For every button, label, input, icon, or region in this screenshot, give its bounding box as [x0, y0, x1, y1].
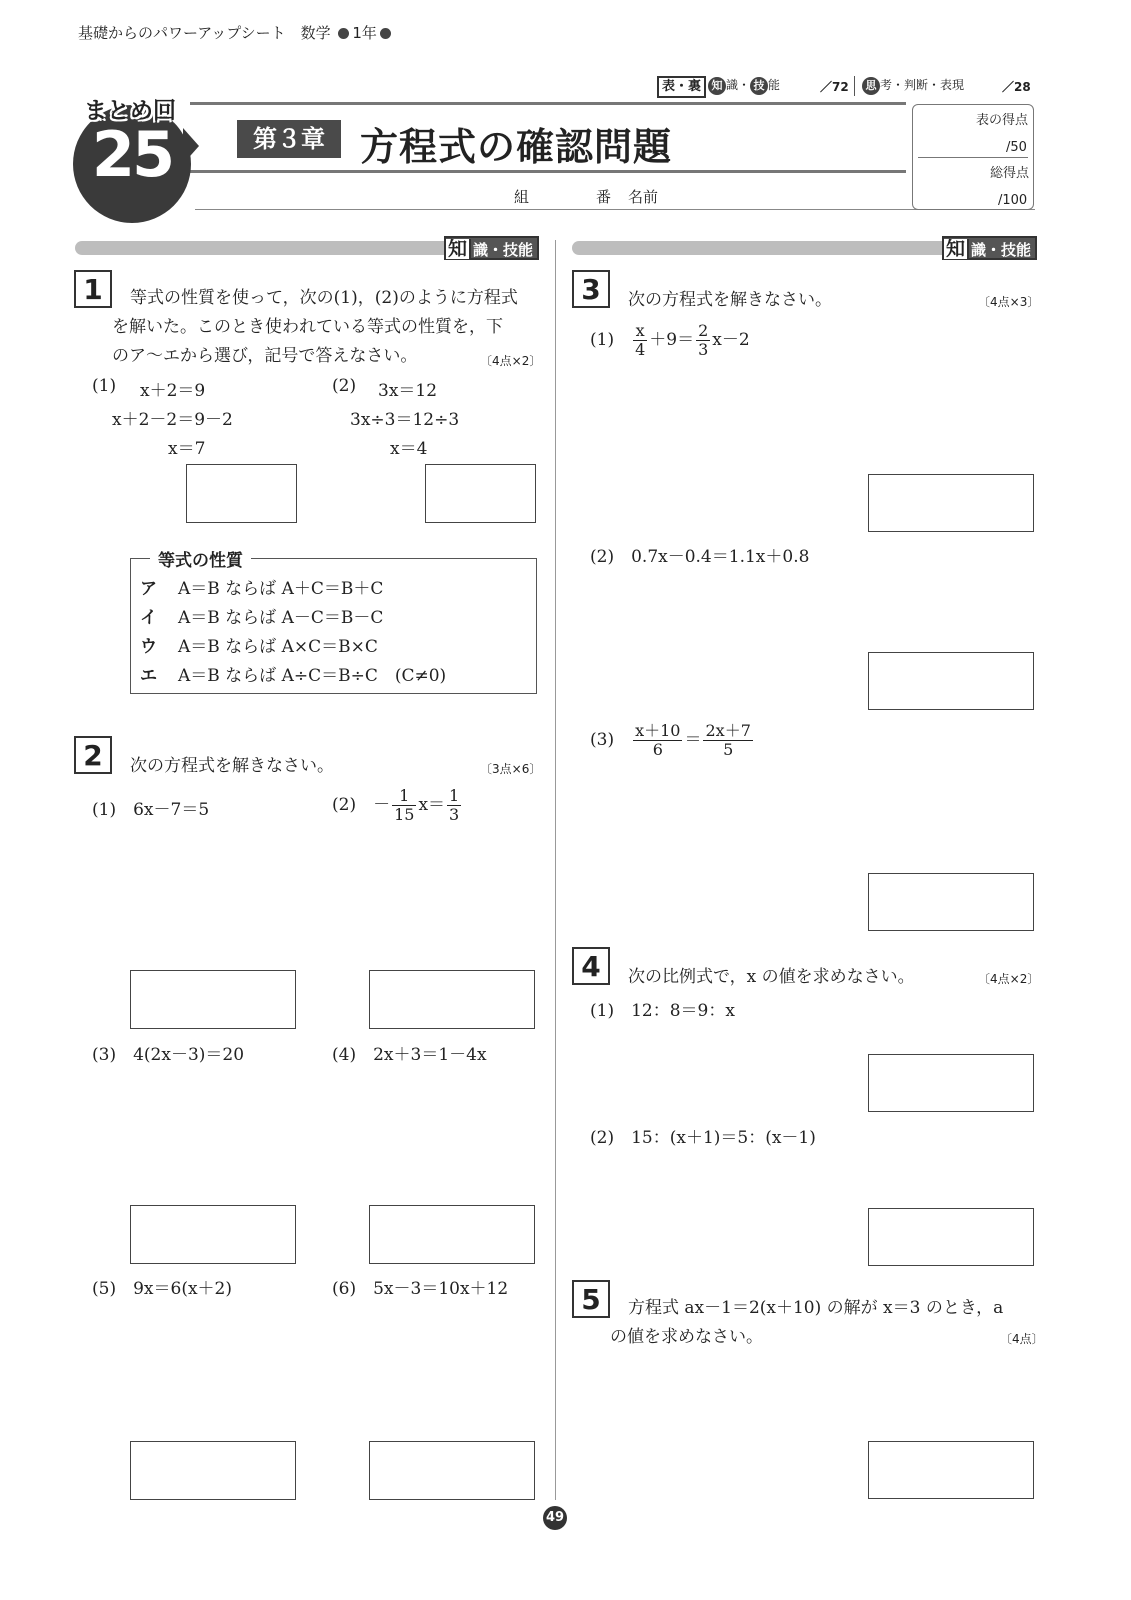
property-row: ウ A＝B ならば A×C＝B×C: [140, 637, 378, 657]
q2-item4: (4) 2x＋3＝1－4x: [332, 1045, 487, 1065]
knowledge-icon: 知: [708, 77, 726, 95]
q2-item1: (1) 6x－7＝5: [92, 800, 210, 820]
section-tag-right: 知 識・技能: [942, 236, 1037, 260]
section-bar-right: [572, 241, 972, 255]
fraction: $\frac{x+10}{6}$: [635, 721, 681, 759]
section-bar-left: [75, 241, 475, 255]
answer-box-q3-1[interactable]: [868, 474, 1034, 532]
q2-points: 〔3点×6〕: [480, 762, 542, 776]
q1-text-line1: 等式の性質を使って，次の(1)，(2)のように方程式: [130, 288, 518, 308]
fraction: $\frac{2}{3}$: [698, 321, 709, 359]
q3-item1: (1) $\frac{x}{4}$ ＋9＝ $\frac{2}{3}$ x－2: [590, 321, 750, 359]
property-row: イ A＝B ならば A－C＝B－C: [140, 608, 384, 628]
fraction: $\frac{1}{3}$: [449, 786, 460, 824]
question-number-4: 4: [572, 947, 610, 985]
answer-box-q1-2[interactable]: [425, 464, 536, 523]
q4-item1: (1) 12：8＝9：x: [590, 1001, 735, 1021]
answer-box-q1-1[interactable]: [186, 464, 297, 523]
fraction: $\frac{1}{15}$: [394, 786, 415, 824]
q5-text-line2: の値を求めなさい。: [610, 1327, 763, 1347]
q2-item5: (5) 9x＝6(x＋2): [92, 1279, 232, 1299]
property-box-title: 等式の性質: [150, 546, 251, 571]
question-number-3: 3: [572, 270, 610, 308]
q4-text: 次の比例式で，x の値を求めなさい。: [628, 967, 915, 987]
answer-box-q2-3[interactable]: [130, 1205, 296, 1264]
q1-item1-label: (1): [92, 376, 117, 396]
section-tag-left: 知 識・技能: [444, 236, 539, 260]
q1-item1-line2: x＋2－2＝9－2: [112, 410, 233, 430]
question-number-1: 1: [74, 270, 112, 308]
class-label: 組: [514, 188, 530, 206]
q1-item2-line1: 3x＝12: [378, 381, 438, 401]
q4-points: 〔4点×2〕: [978, 972, 1040, 986]
bullet-icon: [380, 28, 391, 39]
series-name: 基礎からのパワーアップシート 数学: [78, 24, 331, 42]
thinking-score: ／28: [1002, 80, 1031, 94]
answer-box-q4-2[interactable]: [868, 1208, 1034, 1266]
lesson-number: 25: [91, 118, 173, 191]
front-score-max: /50: [1006, 140, 1027, 155]
divider: [854, 76, 855, 96]
header-rule-top: [190, 102, 906, 105]
q2-item2: (2) － $\frac{1}{15}$ x＝ $\frac{1}{3}$: [332, 786, 460, 824]
q1-item2-label: (2): [332, 376, 357, 396]
answer-box-q2-4[interactable]: [369, 1205, 535, 1264]
category-thinking: 思 考・判断・表現: [862, 76, 964, 95]
grade-label: 1年: [352, 24, 377, 42]
q1-item1-line3: x＝7: [168, 439, 206, 459]
page-title: 方程式の確認問題: [360, 125, 673, 169]
total-score-label: 総得点: [990, 166, 1030, 181]
name-label: 名前: [628, 188, 659, 206]
answer-box-q2-6[interactable]: [369, 1441, 535, 1500]
q2-item3: (3) 4(2x－3)＝20: [92, 1045, 245, 1065]
answer-box-q2-2[interactable]: [369, 970, 535, 1029]
q1-points: 〔4点×2〕: [480, 354, 542, 368]
answer-box-q3-3[interactable]: [868, 873, 1034, 931]
badge-caption: まとめ回: [84, 98, 176, 124]
answer-box-q2-5[interactable]: [130, 1441, 296, 1500]
q4-item2: (2) 15：(x＋1)＝5：(x－1): [590, 1128, 816, 1148]
header-rule-bottom: [195, 209, 1035, 210]
knowledge-score: ／72: [820, 80, 849, 94]
bullet-icon: [338, 28, 349, 39]
score-divider: [918, 157, 1028, 158]
property-row: ア A＝B ならば A＋C＝B＋C: [140, 579, 384, 599]
q3-text: 次の方程式を解きなさい。: [628, 290, 832, 310]
question-number-2: 2: [74, 736, 112, 774]
column-divider: [555, 240, 556, 1500]
q3-points: 〔4点×3〕: [978, 295, 1040, 309]
q1-item2-line2: 3x÷3＝12÷3: [350, 410, 460, 430]
q2-item6: (6) 5x－3＝10x＋12: [332, 1279, 509, 1299]
series-title: [78, 22, 394, 43]
answer-box-q4-1[interactable]: [868, 1054, 1034, 1112]
q1-text-line3: のア～エから選び，記号で答えなさい。: [112, 346, 418, 366]
front-score-label: 表の得点: [976, 113, 1029, 128]
page-number: 49: [543, 1506, 567, 1530]
q1-item1-line1: x＋2＝9: [140, 381, 206, 401]
category-knowledge: 知 識・ 技 能: [708, 76, 780, 95]
property-row: エ A＝B ならば A÷C＝B÷C (C≠0): [140, 666, 447, 686]
fraction: $\frac{2x+7}{5}$: [705, 721, 751, 759]
answer-box-q2-1[interactable]: [130, 970, 296, 1029]
chapter-label: 第３章: [237, 120, 341, 158]
number-label: 番: [596, 188, 612, 206]
q3-item3: (3) $\frac{x+10}{6}$ ＝ $\frac{2x+7}{5}$: [590, 721, 751, 759]
question-number-5: 5: [572, 1280, 610, 1318]
q1-item2-line3: x＝4: [390, 439, 428, 459]
q5-text-line1: 方程式 ax－1＝2(x＋10) の解が x＝3 のとき，a: [628, 1298, 1004, 1318]
answer-box-q5[interactable]: [868, 1441, 1034, 1499]
q1-text-line2: を解いた。このとき使われている等式の性質を，下: [112, 317, 503, 337]
thinking-icon: 思: [862, 77, 880, 95]
q2-text: 次の方程式を解きなさい。: [130, 756, 334, 776]
total-score-max: /100: [998, 193, 1028, 208]
q5-points: 〔4点〕: [1000, 1332, 1044, 1346]
q3-item2: (2) 0.7x－0.4＝1.1x＋0.8: [590, 547, 810, 567]
fraction: $\frac{x}{4}$: [635, 321, 646, 359]
answer-box-q3-2[interactable]: [868, 652, 1034, 710]
skill-icon: 技: [750, 77, 768, 95]
side-tag: 表・裏: [657, 76, 706, 98]
